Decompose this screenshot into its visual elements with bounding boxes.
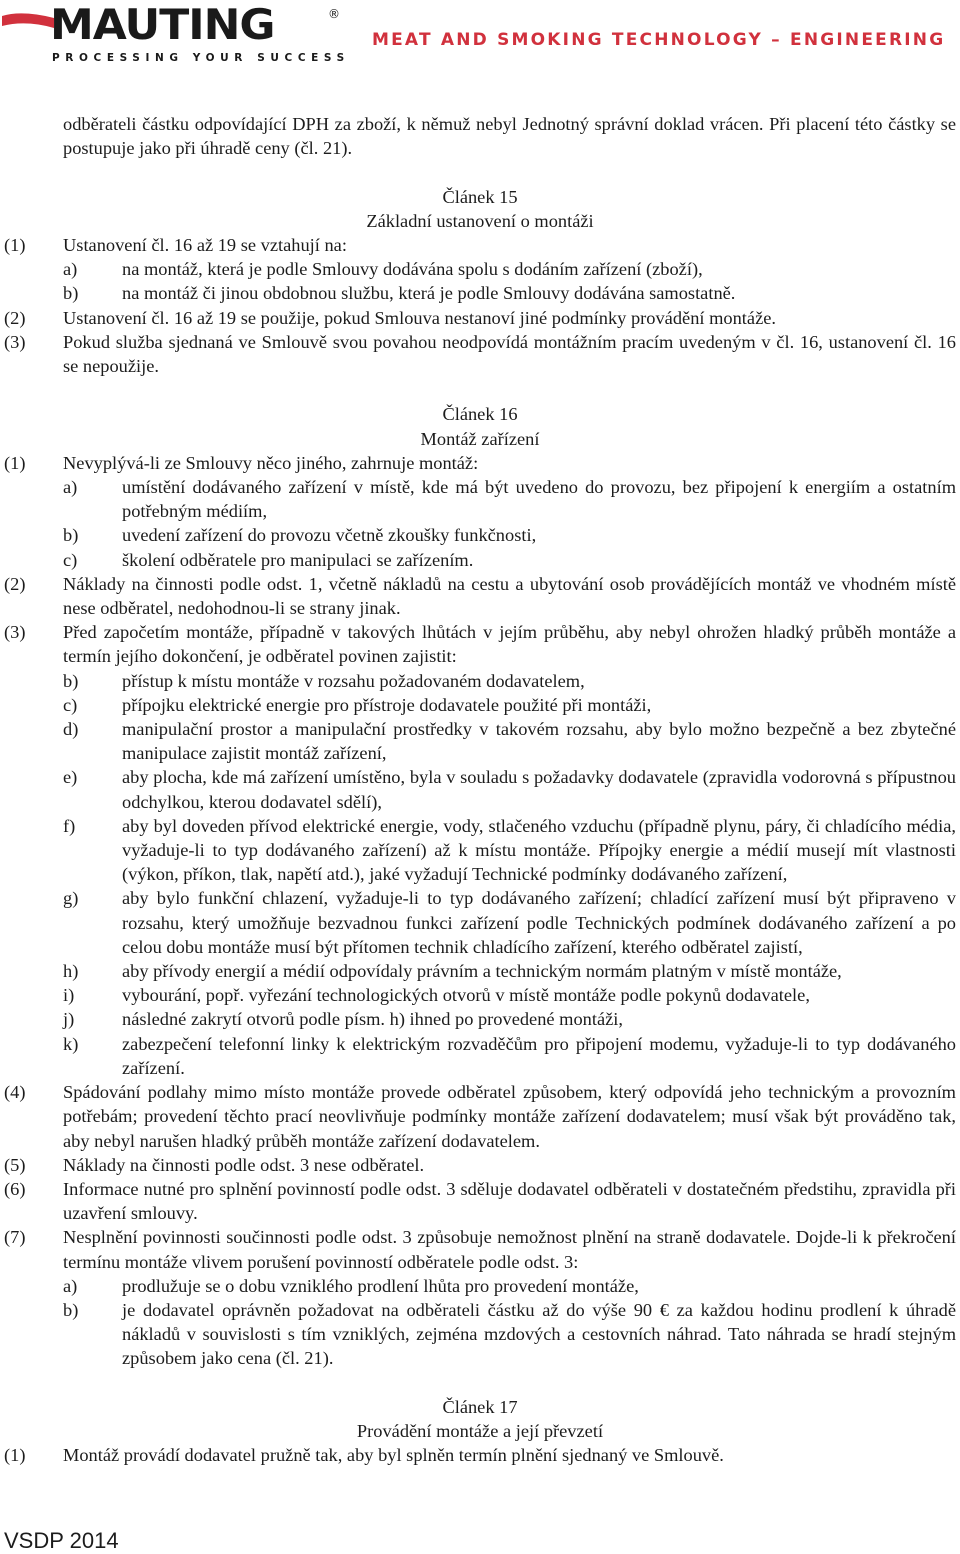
paragraph-text: Náklady na činnosti podle odst. 1, včetně nákladů na cestu a ubytování osob provádějících montáž ve vhodném místě nese odběratel, nedohodnou-li se strany jinak. xyxy=(63,573,956,619)
logo-swoosh-icon xyxy=(2,12,56,34)
item-letter: b) xyxy=(63,1299,79,1320)
list-item xyxy=(4,1032,956,1080)
paragraph-text: Ustanovení čl. 16 až 19 se vztahují na: xyxy=(63,235,347,255)
paragraph-text: Montáž provádí dodavatel pružně tak, aby byl splněn termín plnění sjednaný ve Smlouvě. xyxy=(63,1445,724,1466)
item-text: uvedení zařízení do provozu včetně zkoušky funkčnosti, xyxy=(122,525,537,546)
article-16-paragraph-6 xyxy=(4,1177,956,1225)
item-text: aby byl doveden přívod elektrické energie, vody, stlačeného vzduchu (případně plynu, páry, či chladícího média, vyžaduje-li to typ dodávaného zařízení) až k místu montáže. Přípojky energie a médií musejí mít vlastnosti (výkon, příkon, tlak, napětí atd.), jaké vyžadují Technické podmínky dodávaného zařízení, xyxy=(122,815,956,885)
item-text: manipulační prostor a manipulační prostředky v takovém rozsahu, aby bylo možno bezpečně a bez zbytečné manipulace zajistit montáž zařízení, xyxy=(122,719,956,764)
item-letter: b) xyxy=(63,283,79,304)
item-letter: k) xyxy=(63,1033,79,1054)
paragraph-text: Informace nutné pro splnění povinností podle odst. 3 sděluje dodavatel odběrateli v dostatečném předstihu, zpravidla při uzavření smlouvy. xyxy=(63,1178,956,1224)
item-letter: a) xyxy=(63,477,78,498)
logo-brand: MAUTING xyxy=(50,1,275,50)
item-text: zabezpečení telefonní linky k elektrickým rozvaděčům pro připojení modemu, vyžaduje-li to typ dodávaného zařízení. xyxy=(122,1033,956,1078)
article-15-title: Základní ustanovení o montáži xyxy=(366,210,594,231)
paragraph-number: (7) xyxy=(4,1227,26,1248)
list-item xyxy=(4,959,956,983)
paragraph-text: Ustanovení čl. 16 až 19 se použije, pokud Smlouva nestanoví jiné podmínky provádění montáže. xyxy=(63,307,776,328)
item-text: vybourání, popř. vyřezání technologických otvorů v místě montáže podle pokynů dodavatele, xyxy=(122,985,810,1006)
paragraph-number: (5) xyxy=(4,1154,26,1175)
item-letter: c) xyxy=(63,549,78,570)
article-15-paragraph-3 xyxy=(4,330,956,378)
item-letter: f) xyxy=(63,815,76,836)
list-item xyxy=(4,1007,956,1031)
mauting-logo xyxy=(0,1,350,66)
item-text: aby plocha, kde má zařízení umístěno, byla v souladu s požadavky dodavatele (zpravidla vodorovná s přípustnou odchylkou, kterou dodavatel sdělí), xyxy=(122,767,956,812)
list-item xyxy=(4,475,956,523)
item-text: prodlužuje se o dobu vzniklého prodlení lhůta pro provedení montáže, xyxy=(122,1275,639,1296)
item-letter: a) xyxy=(63,259,78,280)
item-text: přístup k místu montáže v rozsahu požadovaném dodavatelem, xyxy=(122,670,585,691)
paragraph-number: (4) xyxy=(4,1082,26,1103)
paragraph-number: (1) xyxy=(4,452,26,473)
paragraph-text: Nevyplývá-li ze Smlouvy něco jiného, zahrnuje montáž: xyxy=(63,452,479,473)
list-item xyxy=(4,1274,956,1298)
item-letter: b) xyxy=(63,670,79,691)
document-body xyxy=(4,112,956,1467)
item-letter: c) xyxy=(63,694,78,715)
article-17-heading: Článek 17 xyxy=(442,1396,518,1417)
list-item xyxy=(4,281,956,305)
item-letter: a) xyxy=(63,1275,78,1296)
page-header xyxy=(0,0,960,70)
intro-paragraph: odběrateli částku odpovídající DPH za zboží, k němuž nebyl Jednotný správní doklad vrácen. Při placení této částky se postupuje jako při úhradě ceny (čl. 21). xyxy=(63,114,956,159)
item-letter: g) xyxy=(63,888,79,909)
paragraph-text: Pokud služba sjednaná ve Smlouvě svou povahou neodpovídá montážním pracím uvedeným v čl. 16, ustanovení čl. 16 se nepoužije. xyxy=(63,331,956,377)
list-item xyxy=(4,548,956,572)
list-item xyxy=(4,886,956,959)
paragraph-number: (1) xyxy=(4,1445,26,1466)
paragraph-text: Nesplnění povinnosti součinnosti podle odst. 3 způsobuje nemožnost plnění na straně dodavatele. Dojde-li k překročení termínu montáže vlivem porušení povinností odběratele podle odst. 3: xyxy=(63,1227,956,1272)
paragraph-number: (2) xyxy=(4,573,26,594)
list-item xyxy=(4,693,956,717)
item-text: aby přívody energií a médií odpovídaly právním a technickým normám platným v místě montáže, xyxy=(122,961,842,982)
list-item xyxy=(4,257,956,281)
article-17-title: Provádění montáže a její převzetí xyxy=(356,1420,604,1441)
paragraph-number: (3) xyxy=(4,622,26,643)
list-item xyxy=(4,983,956,1007)
item-text: je dodavatel oprávněn požadovat na odběrateli částku až do výše 90 € za každou hodinu prodlení k úhradě nákladů v souvislosti s tím vzniklých, zejména mzdových a cestovních náhrad. Tato náhrada se hradí stejným způsobem jako cena (čl. 21). xyxy=(122,1299,956,1369)
item-text: následné zakrytí otvorů podle písm. h) ihned po provedené montáži, xyxy=(122,1009,624,1030)
logo-tagline: PROCESSING YOUR SUCCESS xyxy=(52,52,350,64)
paragraph-text: Náklady na činnosti podle odst. 3 nese odběratel. xyxy=(63,1154,425,1175)
item-letter: e) xyxy=(63,767,78,788)
article-16-title: Montáž zařízení xyxy=(420,428,540,449)
paragraph-text: Spádování podlahy mimo místo montáže provede odběratel způsobem, který odpovídá jeho technickým a provozním potřebám; provedení těchto prací neovlivňuje podmínky montáže zařízení dodavatelem; musí však být prováděno tak, aby nebyl narušen hladký průběh montáže zařízení dodavatelem. xyxy=(63,1082,956,1151)
article-16-heading: Článek 16 xyxy=(442,404,518,425)
article-15-paragraph-2 xyxy=(4,306,956,330)
article-16-paragraph-2 xyxy=(4,572,956,620)
page-footer: VSDP 2014 xyxy=(4,1528,119,1553)
article-16-paragraph-5 xyxy=(4,1153,956,1177)
item-letter: b) xyxy=(63,525,79,546)
list-item xyxy=(4,717,956,765)
list-item xyxy=(4,669,956,693)
item-text: na montáž, která je podle Smlouvy dodávána spolu s dodáním zařízení (zboží), xyxy=(122,259,703,280)
item-letter: d) xyxy=(63,719,79,740)
article-16-paragraph-1 xyxy=(4,451,956,475)
list-item xyxy=(4,1298,956,1371)
list-item xyxy=(4,523,956,547)
item-text: umístění dodávaného zařízení v místě, kde má být uvedeno do provozu, bez připojení k energiím a ostatním potřebným médiím, xyxy=(122,477,956,522)
article-15-heading: Článek 15 xyxy=(442,186,518,207)
article-17-paragraph-1 xyxy=(4,1443,956,1467)
item-letter: j) xyxy=(63,1009,75,1030)
item-letter: h) xyxy=(63,961,79,982)
item-text: školení odběratele pro manipulaci se zařízením. xyxy=(122,549,474,570)
article-16-paragraph-7 xyxy=(4,1225,956,1273)
header-slogan: MEAT AND SMOKING TECHNOLOGY – ENGINEERING xyxy=(372,30,946,50)
paragraph-text: Před započetím montáže, případně v takových lhůtách v jejím průběhu, aby nebyl ohrožen hladký průběh montáže a termín jejího dokončení, je odběratel povinen zajistit: xyxy=(63,622,956,667)
article-16-paragraph-4 xyxy=(4,1080,956,1153)
article-16-paragraph-3 xyxy=(4,620,956,668)
item-letter: i) xyxy=(63,985,75,1006)
registered-mark: ® xyxy=(328,7,340,21)
paragraph-number: (2) xyxy=(4,307,26,328)
item-text: na montáž či jinou obdobnou službu, která je podle Smlouvy dodávána samostatně. xyxy=(122,283,736,304)
paragraph-number: (3) xyxy=(4,331,26,352)
list-item xyxy=(4,814,956,887)
paragraph-number: (1) xyxy=(4,235,26,255)
list-item xyxy=(4,765,956,813)
item-text: přípojku elektrické energie pro přístroje dodavatele použité při montáži, xyxy=(122,694,652,715)
paragraph-number: (6) xyxy=(4,1178,26,1199)
item-text: aby bylo funkční chlazení, vyžaduje-li to typ dodávaného zařízení; chladící zařízení musí být připraveno v rozsahu, který umožňuje bezvadnou funkci zařízení podle Technických podmínek dodávaného zařízení a po celou dobu montáže musí být přítomen technik chladícího zařízení, kterého odběratel zajistí, xyxy=(122,888,956,957)
article-15-paragraph-1 xyxy=(4,233,956,257)
